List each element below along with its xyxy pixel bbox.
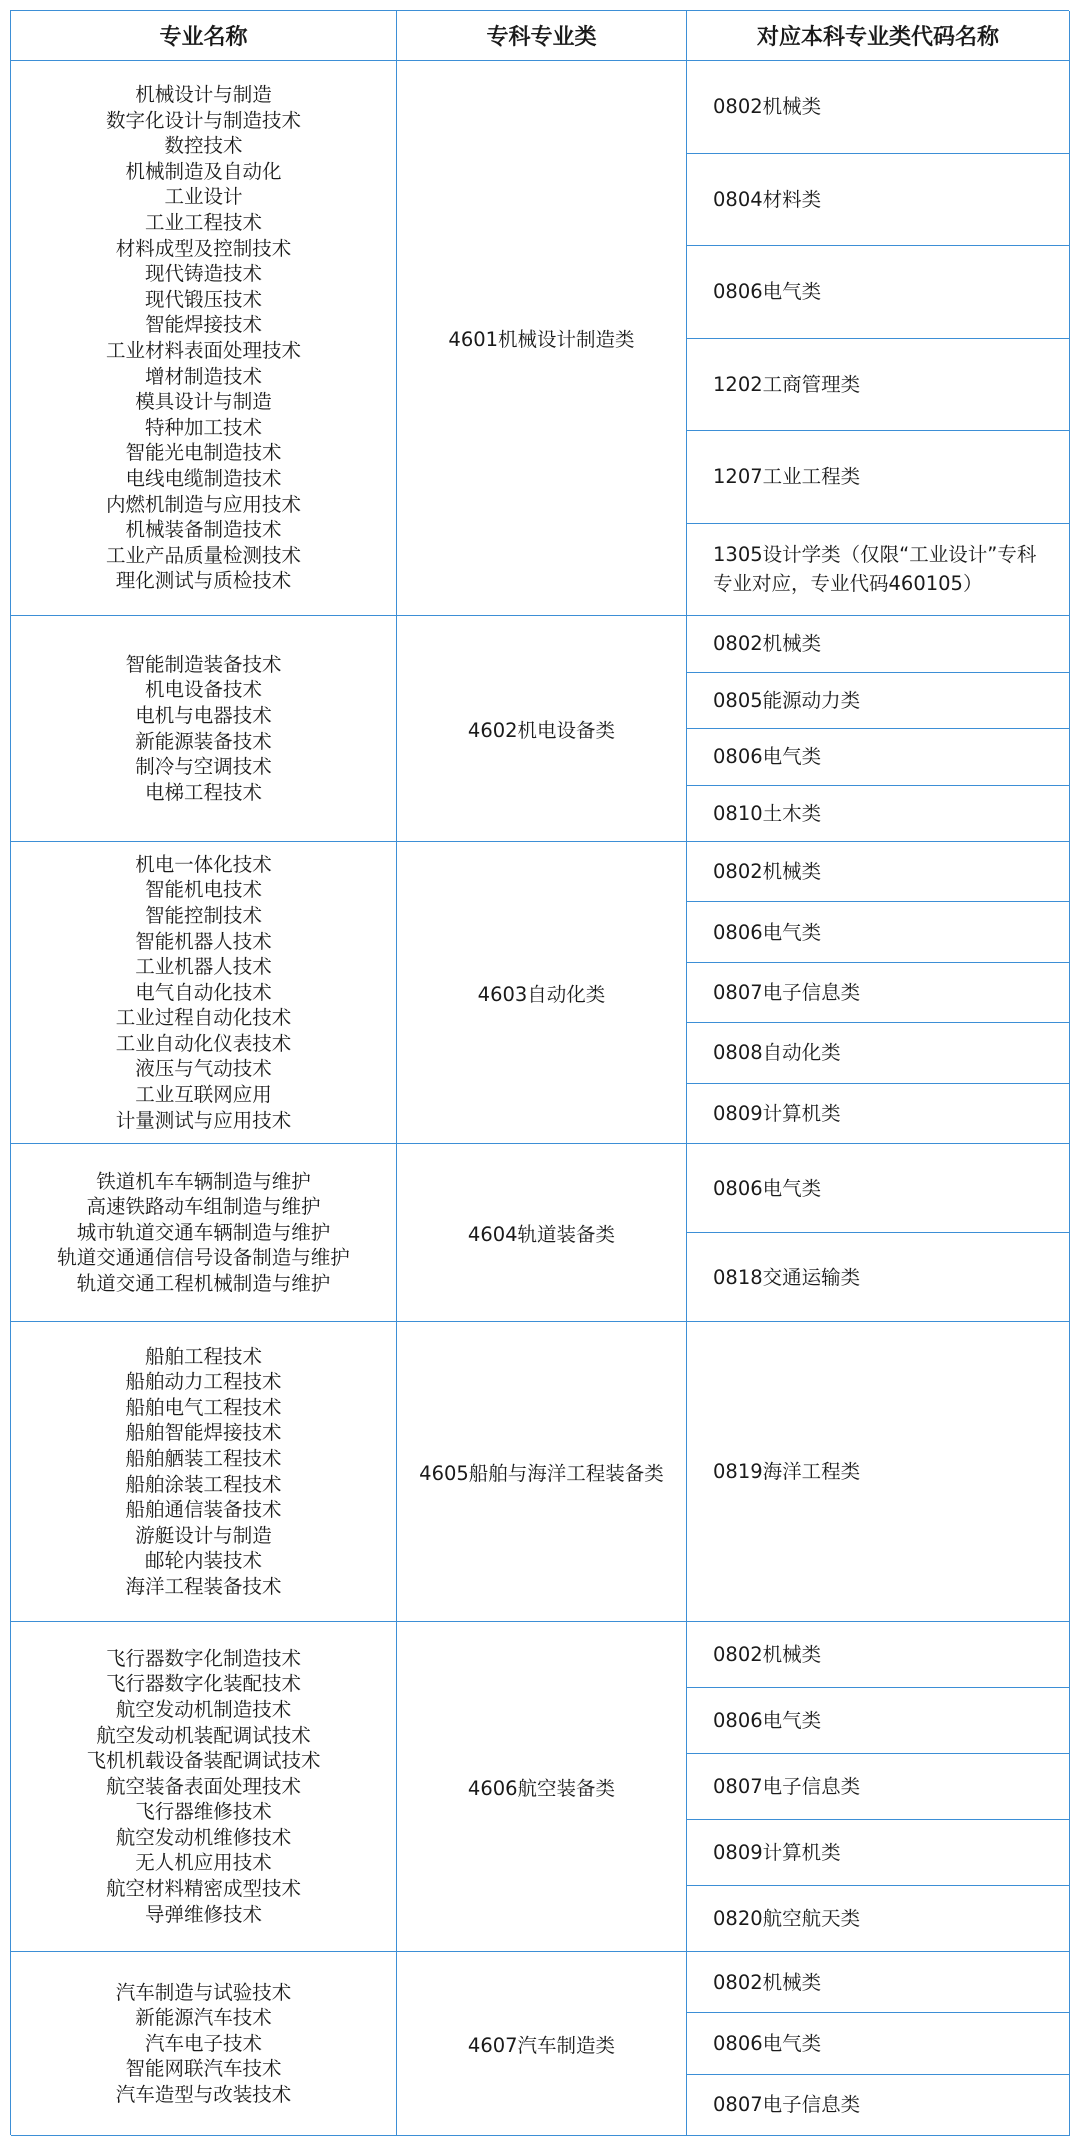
major-name: 航空装备表面处理技术 (105, 1774, 301, 1798)
major-name: 智能网联汽车技术 (125, 2057, 282, 2081)
major-name: 工业自动化仪表技术 (115, 1031, 292, 1055)
major-name: 海洋工程装备技术 (125, 1574, 282, 1598)
bachelor-category-code: 0810土木类 (687, 786, 1070, 842)
major-name: 城市轨道交通车辆制造与维护 (76, 1220, 331, 1244)
bachelor-category-code: 0802机械类 (687, 842, 1070, 902)
bachelor-category-code: 0819海洋工程类 (687, 1322, 1070, 1621)
major-name: 数控技术 (164, 134, 243, 158)
bachelor-category-code: 0818交通运输类 (687, 1233, 1070, 1321)
codes-cell (687, 1322, 1070, 1622)
major-name: 理化测试与质检技术 (115, 569, 292, 593)
major-name: 船舶电气工程技术 (125, 1395, 282, 1419)
codes-cell (687, 1952, 1070, 2136)
bachelor-category-code: 1207工业工程类 (687, 431, 1070, 524)
major-name: 现代锻压技术 (144, 287, 262, 311)
major-name: 船舶舾装工程技术 (125, 1446, 282, 1470)
majors-cell (11, 61, 397, 616)
header-specialty-category: 专科专业类 (397, 11, 687, 61)
bachelor-category-code: 0808自动化类 (687, 1023, 1070, 1083)
major-name: 轨道交通工程机械制造与维护 (76, 1271, 331, 1295)
major-name: 现代铸造技术 (144, 262, 262, 286)
major-name: 船舶工程技术 (144, 1344, 262, 1368)
majors-cell (11, 1322, 397, 1622)
major-name: 汽车制造与试验技术 (115, 1980, 292, 2004)
major-name: 机械装备制造技术 (125, 518, 282, 542)
bachelor-category-code: 0806电气类 (687, 246, 1070, 339)
major-name: 机械制造及自动化 (125, 159, 282, 183)
major-name: 无人机应用技术 (135, 1851, 272, 1875)
bachelor-category-code: 0820航空航天类 (687, 1886, 1070, 1951)
major-name: 液压与气动技术 (135, 1057, 272, 1081)
major-name: 电线电缆制造技术 (125, 466, 282, 490)
bachelor-category-code: 0802机械类 (687, 616, 1070, 673)
major-name: 工业工程技术 (144, 211, 262, 235)
majors-cell (11, 1952, 397, 2136)
specialty-category: 4603自动化类 (397, 842, 687, 1144)
header-bachelor-category: 对应本科专业类代码名称 (687, 11, 1070, 61)
major-name: 智能制造装备技术 (125, 652, 282, 676)
specialty-category: 4605船舶与海洋工程装备类 (397, 1322, 687, 1622)
major-name: 航空发动机维修技术 (115, 1825, 292, 1849)
specialty-category: 4607汽车制造类 (397, 1952, 687, 2136)
codes-cell (687, 1622, 1070, 1952)
bachelor-category-code: 1202工商管理类 (687, 339, 1070, 432)
major-name: 高速铁路动车组制造与维护 (86, 1195, 321, 1219)
major-name: 材料成型及控制技术 (115, 236, 292, 260)
major-name: 智能机电技术 (144, 878, 262, 902)
major-name: 机械设计与制造 (135, 83, 272, 107)
major-name: 新能源汽车技术 (135, 2006, 272, 2030)
major-name: 轨道交通通信信号设备制造与维护 (57, 1246, 350, 1270)
codes-cell (687, 61, 1070, 616)
major-name: 船舶通信装备技术 (125, 1498, 282, 1522)
major-name: 飞行器数字化制造技术 (105, 1646, 301, 1670)
major-name: 电气自动化技术 (135, 980, 272, 1004)
majors-cell (11, 1144, 397, 1322)
bachelor-category-code: 0807电子信息类 (687, 1754, 1070, 1820)
major-name: 智能光电制造技术 (125, 441, 282, 465)
bachelor-category-code: 0802机械类 (687, 1952, 1070, 2013)
specialty-category: 4602机电设备类 (397, 616, 687, 842)
majors-cell (11, 616, 397, 842)
bachelor-category-code: 0806电气类 (687, 902, 1070, 962)
major-name: 船舶动力工程技术 (125, 1370, 282, 1394)
major-name: 制冷与空调技术 (135, 755, 272, 779)
major-name: 船舶智能焊接技术 (125, 1421, 282, 1445)
major-name: 邮轮内装技术 (144, 1549, 262, 1573)
major-name: 工业过程自动化技术 (115, 1006, 292, 1030)
bachelor-category-code: 0806电气类 (687, 729, 1070, 786)
major-name: 智能控制技术 (144, 903, 262, 927)
major-name: 电机与电器技术 (135, 703, 272, 727)
bachelor-category-code: 0807电子信息类 (687, 2075, 1070, 2135)
specialty-category: 4601机械设计制造类 (397, 61, 687, 616)
bachelor-category-code: 1305设计学类（仅限“工业设计”专科专业对应，专业代码460105） (687, 524, 1070, 616)
major-name: 汽车造型与改装技术 (115, 2082, 292, 2106)
major-name: 智能机器人技术 (135, 929, 272, 953)
major-name: 飞行器维修技术 (135, 1800, 272, 1824)
bachelor-category-code: 0806电气类 (687, 2013, 1070, 2074)
major-name: 航空发动机制造技术 (115, 1697, 292, 1721)
major-name: 新能源装备技术 (135, 729, 272, 753)
major-name: 内燃机制造与应用技术 (105, 492, 301, 516)
major-name: 工业互联网应用 (135, 1083, 272, 1107)
majors-cell (11, 1622, 397, 1952)
major-name: 智能焊接技术 (144, 313, 262, 337)
specialty-category: 4604轨道装备类 (397, 1144, 687, 1322)
bachelor-category-code: 0809计算机类 (687, 1820, 1070, 1886)
bachelor-category-code: 0806电气类 (687, 1688, 1070, 1754)
specialty-category: 4606航空装备类 (397, 1622, 687, 1952)
header-major-name: 专业名称 (11, 11, 397, 61)
major-name: 航空材料精密成型技术 (105, 1877, 301, 1901)
bachelor-category-code: 0805能源动力类 (687, 673, 1070, 730)
major-name: 工业机器人技术 (135, 955, 272, 979)
major-name: 飞机机载设备装配调试技术 (86, 1749, 321, 1773)
major-name: 电梯工程技术 (144, 780, 262, 804)
major-name: 导弹维修技术 (144, 1902, 262, 1926)
codes-cell (687, 616, 1070, 842)
specialty-table (10, 10, 1069, 2135)
major-name: 航空发动机装配调试技术 (96, 1723, 311, 1747)
major-name: 工业产品质量检测技术 (105, 543, 301, 567)
bachelor-category-code: 0806电气类 (687, 1144, 1070, 1233)
major-name: 工业设计 (164, 185, 243, 209)
majors-cell (11, 842, 397, 1144)
bachelor-category-code: 0802机械类 (687, 1622, 1070, 1688)
major-name: 飞行器数字化装配技术 (105, 1672, 301, 1696)
bachelor-category-code: 0809计算机类 (687, 1084, 1070, 1143)
bachelor-category-code: 0804材料类 (687, 154, 1070, 247)
major-name: 游艇设计与制造 (135, 1523, 272, 1547)
major-name: 机电一体化技术 (135, 852, 272, 876)
bachelor-category-code: 0802机械类 (687, 61, 1070, 154)
major-name: 数字化设计与制造技术 (105, 108, 301, 132)
major-name: 机电设备技术 (144, 678, 262, 702)
major-name: 增材制造技术 (144, 364, 262, 388)
major-name: 特种加工技术 (144, 415, 262, 439)
major-name: 铁道机车车辆制造与维护 (96, 1169, 311, 1193)
major-name: 汽车电子技术 (144, 2031, 262, 2055)
major-name: 工业材料表面处理技术 (105, 339, 301, 362)
major-name: 计量测试与应用技术 (115, 1108, 292, 1132)
major-name: 模具设计与制造 (135, 390, 272, 414)
codes-cell (687, 842, 1070, 1144)
major-name: 船舶涂装工程技术 (125, 1472, 282, 1496)
bachelor-category-code: 0807电子信息类 (687, 963, 1070, 1023)
codes-cell (687, 1144, 1070, 1322)
